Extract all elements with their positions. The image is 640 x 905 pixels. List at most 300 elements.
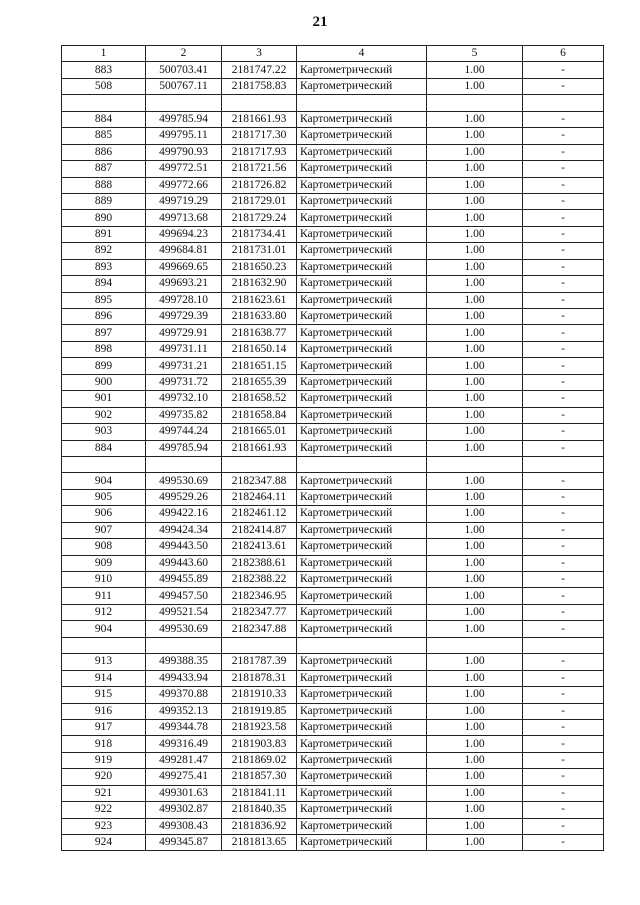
y-coordinate-cell: 2182413.61 — [222, 539, 297, 555]
x-coordinate-cell: 499530.69 — [146, 621, 222, 637]
accuracy-cell: 1.00 — [427, 785, 523, 801]
x-coordinate-cell: 499388.35 — [146, 654, 222, 670]
accuracy-cell: 1.00 — [427, 424, 523, 440]
method-cell — [297, 95, 427, 111]
point-number-cell: 893 — [62, 259, 146, 275]
accuracy-cell: 1.00 — [427, 341, 523, 357]
accuracy-cell: 1.00 — [427, 539, 523, 555]
accuracy-cell: 1.00 — [427, 670, 523, 686]
accuracy-cell: 1.00 — [427, 818, 523, 834]
table-row — [62, 407, 604, 423]
y-coordinate-cell: 2181910.33 — [222, 687, 297, 703]
table-row — [62, 177, 604, 193]
point-number-cell: 898 — [62, 341, 146, 357]
x-coordinate-cell: 499772.51 — [146, 161, 222, 177]
note-cell: - — [523, 473, 604, 489]
note-cell: - — [523, 243, 604, 259]
accuracy-cell: 1.00 — [427, 210, 523, 226]
x-coordinate-cell: 499352.13 — [146, 703, 222, 719]
method-cell: Картометрический — [297, 539, 427, 555]
y-coordinate-cell: 2181734.41 — [222, 226, 297, 242]
y-coordinate-cell: 2181658.52 — [222, 391, 297, 407]
method-cell: Картометрический — [297, 243, 427, 259]
x-coordinate-cell: 499275.41 — [146, 769, 222, 785]
method-cell: Картометрический — [297, 210, 427, 226]
method-cell: Картометрический — [297, 555, 427, 571]
point-number-cell: 889 — [62, 193, 146, 209]
accuracy-cell: 1.00 — [427, 506, 523, 522]
x-coordinate-cell: 499530.69 — [146, 473, 222, 489]
header-cell-2: 2 — [146, 46, 222, 62]
table-header-row — [62, 46, 604, 62]
method-cell: Картометрический — [297, 835, 427, 851]
y-coordinate-cell: 2182414.87 — [222, 522, 297, 538]
accuracy-cell: 1.00 — [427, 111, 523, 127]
table-row — [62, 769, 604, 785]
note-cell: - — [523, 259, 604, 275]
table-row — [62, 325, 604, 341]
note-cell: - — [523, 802, 604, 818]
note-cell: - — [523, 670, 604, 686]
method-cell: Картометрический — [297, 276, 427, 292]
y-coordinate-cell: 2182347.88 — [222, 621, 297, 637]
accuracy-cell: 1.00 — [427, 802, 523, 818]
point-number-cell: 924 — [62, 835, 146, 851]
point-number-cell: 903 — [62, 424, 146, 440]
y-coordinate-cell: 2181729.01 — [222, 193, 297, 209]
note-cell: - — [523, 292, 604, 308]
x-coordinate-cell: 499308.43 — [146, 818, 222, 834]
method-cell: Картометрический — [297, 111, 427, 127]
y-coordinate-cell: 2181717.30 — [222, 128, 297, 144]
note-cell: - — [523, 309, 604, 325]
note-cell: - — [523, 703, 604, 719]
note-cell: - — [523, 604, 604, 620]
note-cell: - — [523, 111, 604, 127]
x-coordinate-cell: 499424.34 — [146, 522, 222, 538]
method-cell: Картометрический — [297, 292, 427, 308]
method-cell: Картометрический — [297, 752, 427, 768]
table-row — [62, 144, 604, 160]
accuracy-cell: 1.00 — [427, 62, 523, 78]
table-row — [62, 719, 604, 735]
x-coordinate-cell: 499345.87 — [146, 835, 222, 851]
y-coordinate-cell: 2181869.02 — [222, 752, 297, 768]
x-coordinate-cell: 499772.66 — [146, 177, 222, 193]
method-cell: Картометрический — [297, 703, 427, 719]
table-row — [62, 621, 604, 637]
x-coordinate-cell: 499281.47 — [146, 752, 222, 768]
accuracy-cell: 1.00 — [427, 309, 523, 325]
y-coordinate-cell — [222, 95, 297, 111]
x-coordinate-cell: 499729.91 — [146, 325, 222, 341]
method-cell: Картометрический — [297, 161, 427, 177]
table-row — [62, 818, 604, 834]
method-cell: Картометрический — [297, 736, 427, 752]
point-number-cell: 922 — [62, 802, 146, 818]
table-row — [62, 522, 604, 538]
table-row — [62, 506, 604, 522]
y-coordinate-cell: 2182346.95 — [222, 588, 297, 604]
accuracy-cell: 1.00 — [427, 292, 523, 308]
accuracy-cell: 1.00 — [427, 572, 523, 588]
x-coordinate-cell: 499443.50 — [146, 539, 222, 555]
note-cell: - — [523, 391, 604, 407]
note-cell: - — [523, 161, 604, 177]
point-number-cell: 886 — [62, 144, 146, 160]
x-coordinate-cell: 499521.54 — [146, 604, 222, 620]
method-cell: Картометрический — [297, 506, 427, 522]
accuracy-cell: 1.00 — [427, 555, 523, 571]
note-cell: - — [523, 489, 604, 505]
note-cell: - — [523, 719, 604, 735]
accuracy-cell: 1.00 — [427, 769, 523, 785]
table-row — [62, 670, 604, 686]
method-cell: Картометрический — [297, 604, 427, 620]
method-cell: Картометрический — [297, 489, 427, 505]
note-cell: - — [523, 193, 604, 209]
point-number-cell: 908 — [62, 539, 146, 555]
point-number-cell: 907 — [62, 522, 146, 538]
accuracy-cell: 1.00 — [427, 391, 523, 407]
y-coordinate-cell: 2181731.01 — [222, 243, 297, 259]
accuracy-cell: 1.00 — [427, 604, 523, 620]
method-cell — [297, 637, 427, 653]
note-cell: - — [523, 62, 604, 78]
x-coordinate-cell — [146, 637, 222, 653]
accuracy-cell: 1.00 — [427, 473, 523, 489]
point-number-cell: 884 — [62, 440, 146, 456]
x-coordinate-cell: 499301.63 — [146, 785, 222, 801]
y-coordinate-cell: 2181903.83 — [222, 736, 297, 752]
accuracy-cell: 1.00 — [427, 489, 523, 505]
table-row — [62, 292, 604, 308]
y-coordinate-cell: 2181650.23 — [222, 259, 297, 275]
table-row — [62, 210, 604, 226]
note-cell: - — [523, 736, 604, 752]
header-cell-1: 1 — [62, 46, 146, 62]
note-cell: - — [523, 276, 604, 292]
x-coordinate-cell: 499693.21 — [146, 276, 222, 292]
point-number-cell: 914 — [62, 670, 146, 686]
accuracy-cell: 1.00 — [427, 144, 523, 160]
x-coordinate-cell: 499370.88 — [146, 687, 222, 703]
x-coordinate-cell: 499694.23 — [146, 226, 222, 242]
y-coordinate-cell: 2181919.85 — [222, 703, 297, 719]
table-row — [62, 374, 604, 390]
x-coordinate-cell: 499731.72 — [146, 374, 222, 390]
table-row — [62, 604, 604, 620]
point-number-cell: 906 — [62, 506, 146, 522]
x-coordinate-cell: 499735.82 — [146, 407, 222, 423]
table-separator-row — [62, 95, 604, 111]
table-row — [62, 752, 604, 768]
y-coordinate-cell: 2181721.56 — [222, 161, 297, 177]
table-row — [62, 111, 604, 127]
table-row — [62, 259, 604, 275]
note-cell: - — [523, 572, 604, 588]
note-cell: - — [523, 769, 604, 785]
note-cell: - — [523, 407, 604, 423]
x-coordinate-cell — [146, 456, 222, 472]
y-coordinate-cell: 2181813.65 — [222, 835, 297, 851]
x-coordinate-cell: 499729.39 — [146, 309, 222, 325]
y-coordinate-cell: 2182464.11 — [222, 489, 297, 505]
note-cell: - — [523, 78, 604, 94]
method-cell: Картометрический — [297, 588, 427, 604]
note-cell: - — [523, 226, 604, 242]
point-number-cell: 918 — [62, 736, 146, 752]
table-row — [62, 835, 604, 851]
point-number-cell: 920 — [62, 769, 146, 785]
point-number-cell: 901 — [62, 391, 146, 407]
y-coordinate-cell: 2181878.31 — [222, 670, 297, 686]
method-cell: Картометрический — [297, 621, 427, 637]
note-cell: - — [523, 588, 604, 604]
table-row — [62, 161, 604, 177]
x-coordinate-cell: 499732.10 — [146, 391, 222, 407]
y-coordinate-cell — [222, 637, 297, 653]
note-cell: - — [523, 128, 604, 144]
header-cell-3: 3 — [222, 46, 297, 62]
x-coordinate-cell: 499731.11 — [146, 341, 222, 357]
y-coordinate-cell: 2181658.84 — [222, 407, 297, 423]
y-coordinate-cell: 2181623.61 — [222, 292, 297, 308]
note-cell: - — [523, 539, 604, 555]
table-row — [62, 588, 604, 604]
point-number-cell: 884 — [62, 111, 146, 127]
y-coordinate-cell: 2181841.11 — [222, 785, 297, 801]
point-number-cell: 909 — [62, 555, 146, 571]
table-row — [62, 736, 604, 752]
accuracy-cell: 1.00 — [427, 243, 523, 259]
y-coordinate-cell: 2181923.58 — [222, 719, 297, 735]
header-cell-4: 4 — [297, 46, 427, 62]
note-cell: - — [523, 621, 604, 637]
point-number-cell: 508 — [62, 78, 146, 94]
note-cell: - — [523, 341, 604, 357]
method-cell: Картометрический — [297, 407, 427, 423]
method-cell: Картометрический — [297, 309, 427, 325]
note-cell: - — [523, 440, 604, 456]
x-coordinate-cell: 499790.93 — [146, 144, 222, 160]
table-row — [62, 193, 604, 209]
table-row — [62, 276, 604, 292]
table-row — [62, 473, 604, 489]
note-cell: - — [523, 325, 604, 341]
point-number-cell — [62, 456, 146, 472]
x-coordinate-cell: 499302.87 — [146, 802, 222, 818]
x-coordinate-cell: 499785.94 — [146, 440, 222, 456]
y-coordinate-cell: 2181726.82 — [222, 177, 297, 193]
point-number-cell — [62, 637, 146, 653]
note-cell: - — [523, 555, 604, 571]
accuracy-cell: 1.00 — [427, 193, 523, 209]
accuracy-cell: 1.00 — [427, 374, 523, 390]
accuracy-cell: 1.00 — [427, 703, 523, 719]
accuracy-cell: 1.00 — [427, 621, 523, 637]
y-coordinate-cell: 2181665.01 — [222, 424, 297, 440]
table-row — [62, 226, 604, 242]
accuracy-cell: 1.00 — [427, 177, 523, 193]
note-cell: - — [523, 654, 604, 670]
point-number-cell: 887 — [62, 161, 146, 177]
accuracy-cell: 1.00 — [427, 654, 523, 670]
accuracy-cell: 1.00 — [427, 407, 523, 423]
header-cell-5: 5 — [427, 46, 523, 62]
method-cell: Картометрический — [297, 654, 427, 670]
x-coordinate-cell: 499422.16 — [146, 506, 222, 522]
y-coordinate-cell: 2181650.14 — [222, 341, 297, 357]
x-coordinate-cell: 499728.10 — [146, 292, 222, 308]
note-cell — [523, 637, 604, 653]
y-coordinate-cell: 2181836.92 — [222, 818, 297, 834]
note-cell: - — [523, 835, 604, 851]
table-separator-row — [62, 637, 604, 653]
method-cell: Картометрический — [297, 144, 427, 160]
table-row — [62, 424, 604, 440]
y-coordinate-cell: 2181633.80 — [222, 309, 297, 325]
accuracy-cell — [427, 456, 523, 472]
point-number-cell: 913 — [62, 654, 146, 670]
x-coordinate-cell: 500703.41 — [146, 62, 222, 78]
note-cell: - — [523, 687, 604, 703]
point-number-cell: 885 — [62, 128, 146, 144]
x-coordinate-cell: 499731.21 — [146, 358, 222, 374]
note-cell: - — [523, 818, 604, 834]
method-cell: Картометрический — [297, 802, 427, 818]
point-number-cell: 883 — [62, 62, 146, 78]
table-row — [62, 358, 604, 374]
accuracy-cell — [427, 95, 523, 111]
note-cell: - — [523, 210, 604, 226]
method-cell: Картометрический — [297, 473, 427, 489]
accuracy-cell: 1.00 — [427, 522, 523, 538]
x-coordinate-cell — [146, 95, 222, 111]
y-coordinate-cell: 2181661.93 — [222, 111, 297, 127]
note-cell: - — [523, 752, 604, 768]
y-coordinate-cell: 2181787.39 — [222, 654, 297, 670]
accuracy-cell: 1.00 — [427, 719, 523, 735]
y-coordinate-cell: 2181758.83 — [222, 78, 297, 94]
accuracy-cell: 1.00 — [427, 78, 523, 94]
point-number-cell: 904 — [62, 473, 146, 489]
x-coordinate-cell: 499433.94 — [146, 670, 222, 686]
table-row — [62, 341, 604, 357]
table-row — [62, 128, 604, 144]
method-cell: Картометрический — [297, 572, 427, 588]
point-number-cell: 916 — [62, 703, 146, 719]
y-coordinate-cell: 2181638.77 — [222, 325, 297, 341]
point-number-cell: 904 — [62, 621, 146, 637]
point-number-cell: 891 — [62, 226, 146, 242]
point-number-cell: 900 — [62, 374, 146, 390]
method-cell: Картометрический — [297, 687, 427, 703]
y-coordinate-cell: 2181632.90 — [222, 276, 297, 292]
x-coordinate-cell: 500767.11 — [146, 78, 222, 94]
point-number-cell: 905 — [62, 489, 146, 505]
table-row — [62, 802, 604, 818]
table-row — [62, 654, 604, 670]
table-separator-row — [62, 456, 604, 472]
table-row — [62, 687, 604, 703]
table-row — [62, 555, 604, 571]
x-coordinate-cell: 499713.68 — [146, 210, 222, 226]
method-cell: Картометрический — [297, 325, 427, 341]
x-coordinate-cell: 499795.11 — [146, 128, 222, 144]
note-cell: - — [523, 177, 604, 193]
method-cell: Картометрический — [297, 769, 427, 785]
y-coordinate-cell: 2182388.61 — [222, 555, 297, 571]
method-cell: Картометрический — [297, 374, 427, 390]
method-cell: Картометрический — [297, 440, 427, 456]
y-coordinate-cell: 2182347.88 — [222, 473, 297, 489]
accuracy-cell: 1.00 — [427, 276, 523, 292]
point-number-cell: 902 — [62, 407, 146, 423]
note-cell: - — [523, 522, 604, 538]
table-row — [62, 703, 604, 719]
table-row — [62, 62, 604, 78]
accuracy-cell: 1.00 — [427, 440, 523, 456]
y-coordinate-cell: 2181857.30 — [222, 769, 297, 785]
x-coordinate-cell: 499443.60 — [146, 555, 222, 571]
x-coordinate-cell: 499785.94 — [146, 111, 222, 127]
point-number-cell: 899 — [62, 358, 146, 374]
point-number-cell: 910 — [62, 572, 146, 588]
header-cell-6: 6 — [523, 46, 604, 62]
table-row — [62, 785, 604, 801]
note-cell: - — [523, 358, 604, 374]
accuracy-cell: 1.00 — [427, 835, 523, 851]
table-row — [62, 309, 604, 325]
accuracy-cell: 1.00 — [427, 736, 523, 752]
accuracy-cell: 1.00 — [427, 128, 523, 144]
method-cell: Картометрический — [297, 358, 427, 374]
x-coordinate-cell: 499744.24 — [146, 424, 222, 440]
y-coordinate-cell: 2181747.22 — [222, 62, 297, 78]
method-cell: Картометрический — [297, 341, 427, 357]
y-coordinate-cell: 2181661.93 — [222, 440, 297, 456]
accuracy-cell: 1.00 — [427, 161, 523, 177]
method-cell: Картометрический — [297, 259, 427, 275]
method-cell: Картометрический — [297, 719, 427, 735]
point-number-cell: 896 — [62, 309, 146, 325]
method-cell: Картометрический — [297, 818, 427, 834]
note-cell — [523, 95, 604, 111]
table-row — [62, 391, 604, 407]
point-number-cell: 923 — [62, 818, 146, 834]
x-coordinate-cell: 499316.49 — [146, 736, 222, 752]
note-cell: - — [523, 785, 604, 801]
method-cell: Картометрический — [297, 226, 427, 242]
page-number: 21 — [312, 14, 328, 30]
point-number-cell: 897 — [62, 325, 146, 341]
note-cell — [523, 456, 604, 472]
x-coordinate-cell: 499344.78 — [146, 719, 222, 735]
point-number-cell — [62, 95, 146, 111]
x-coordinate-cell: 499529.26 — [146, 489, 222, 505]
y-coordinate-cell: 2181655.39 — [222, 374, 297, 390]
table-row — [62, 489, 604, 505]
y-coordinate-cell: 2181729.24 — [222, 210, 297, 226]
method-cell: Картометрический — [297, 522, 427, 538]
point-number-cell: 912 — [62, 604, 146, 620]
table-row — [62, 539, 604, 555]
accuracy-cell: 1.00 — [427, 325, 523, 341]
point-number-cell: 921 — [62, 785, 146, 801]
method-cell: Картометрический — [297, 177, 427, 193]
note-cell: - — [523, 144, 604, 160]
